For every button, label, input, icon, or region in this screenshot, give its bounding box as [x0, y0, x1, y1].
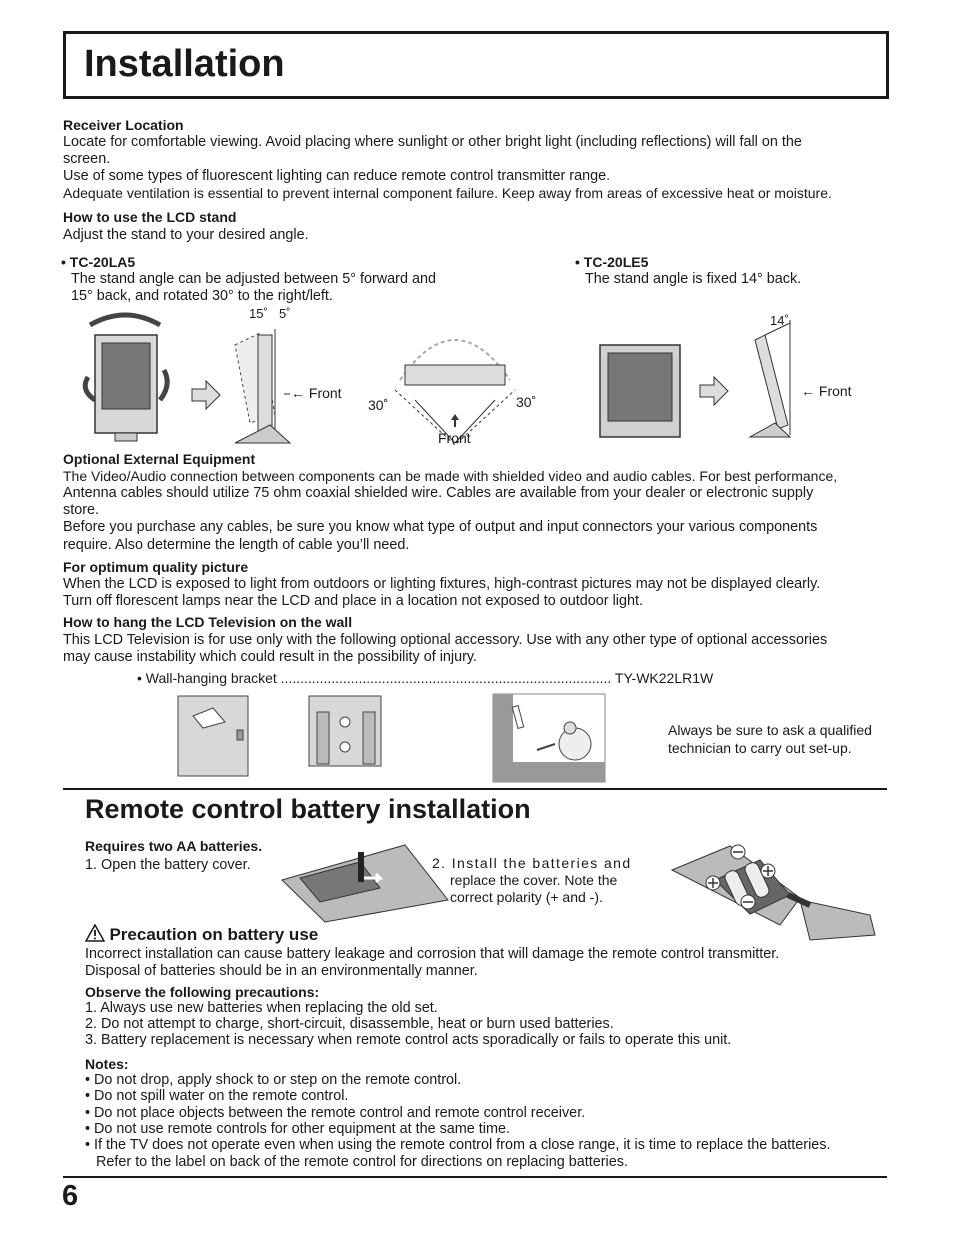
- page-title: Installation: [84, 43, 285, 85]
- le5-text: The stand angle is fixed 14° back.: [585, 271, 802, 287]
- fig-14-label: 14˚: [770, 313, 789, 328]
- tv-front-rotate-illustration: [85, 315, 167, 441]
- quality-line1: When the LCD is exposed to light from outdoors or lighting fixtures, high-contrast pictures may not be displayed clearly.: [63, 576, 821, 592]
- warning-icon: [85, 924, 105, 942]
- tv-le5-side-illustration: [750, 320, 790, 437]
- arrow-right-icon: [700, 377, 728, 405]
- plus-icon: [761, 864, 775, 878]
- remote-battery-figure: [670, 840, 882, 950]
- optional-line4: Before you purchase any cables, be sure you know what type of output and input connectors your various components: [63, 519, 818, 535]
- stand-heading: How to use the LCD stand: [63, 209, 237, 225]
- observe-heading: Observe the following precautions:: [85, 984, 320, 1000]
- receiver-heading: Receiver Location: [63, 117, 184, 133]
- fig-30-left-label: 30˚: [368, 397, 389, 413]
- la5-line2: 15° back, and rotated 30° to the right/left.: [71, 288, 333, 304]
- fig-front-label-2: Front: [438, 430, 471, 446]
- receiver-line2: screen.: [63, 151, 111, 167]
- battery-step2-line3: correct polarity (+ and -).: [450, 889, 603, 905]
- plus-icon: [706, 876, 720, 890]
- receiver-line1: Locate for comfortable viewing. Avoid placing where sunlight or other bright light (including reflections) will fall on the: [63, 134, 802, 150]
- notes-heading: Notes:: [85, 1056, 129, 1072]
- le5-model: • TC-20LE5: [575, 254, 649, 270]
- notes-item: • Do not drop, apply shock to or step on the remote control.: [85, 1072, 462, 1088]
- observe-item: 1. Always use new batteries when replacing the old set.: [85, 1000, 438, 1016]
- notes-item: • Do not use remote controls for other equipment at the same time.: [85, 1121, 510, 1137]
- section-divider: [63, 788, 887, 790]
- quality-heading: For optimum quality picture: [63, 559, 249, 575]
- observe-item: 3. Battery replacement is necessary when remote control acts sporadically or fails to operate this unit.: [85, 1032, 732, 1048]
- battery-section-title: Remote control battery installation: [85, 794, 531, 824]
- observe-item: 2. Do not attempt to charge, short-circuit, disassemble, heat or burn used batteries.: [85, 1016, 614, 1032]
- notes-item: • Do not spill water on the remote control.: [85, 1088, 349, 1104]
- battery-step2-line1: 2. Install the batteries and: [432, 855, 632, 871]
- tv-le5-front-illustration: [600, 345, 680, 437]
- remote-open-figure: [280, 840, 450, 925]
- wall-note-line1: Always be sure to ask a qualified: [668, 722, 872, 738]
- bracket-figures: [175, 692, 615, 784]
- la5-line1: The stand angle can be adjusted between 5° forward and: [71, 271, 436, 287]
- bracket-mounted-illustration: [309, 696, 381, 766]
- fig-15-label: 15˚: [249, 306, 268, 321]
- receiver-line4: Adequate ventilation is essential to prevent internal component failure. Keep away from areas of excessive heat or moisture.: [63, 185, 832, 201]
- precaution-title: Precaution on battery use: [109, 925, 319, 944]
- remote-battery-illustration: [672, 846, 875, 940]
- bracket-label: • Wall-hanging bracket ..................................................................................... TY-WK22LR1W: [137, 670, 714, 686]
- bracket-illustration: [178, 696, 248, 776]
- battery-step2-line2: replace the cover. Note the: [450, 872, 618, 888]
- wall-line2: may cause instability which could result in the possibility of injury.: [63, 649, 478, 665]
- fig-front-label-1: ← Front: [291, 385, 342, 401]
- precaution-line2: Disposal of batteries should be in an environmentally manner.: [85, 963, 478, 979]
- wall-note-line2: technician to carry out set-up.: [668, 740, 852, 756]
- stand-figures: [60, 305, 850, 450]
- notes-item-continued: Refer to the label on back of the remote control for directions on replacing batteries.: [96, 1154, 628, 1170]
- optional-heading: Optional External Equipment: [63, 451, 256, 467]
- optional-line5: require. Also determine the length of cable you’ll need.: [63, 537, 410, 553]
- page-number: 6: [62, 1180, 79, 1212]
- precaution-line1: Incorrect installation can cause battery leakage and corrosion that will damage the remote control transmitter.: [85, 946, 780, 962]
- minus-icon: [731, 845, 745, 859]
- la5-model: • TC-20LA5: [61, 254, 136, 270]
- battery-requires: Requires two AA batteries.: [85, 838, 263, 854]
- fig-front-text-3: Front: [818, 383, 852, 399]
- optional-line3: store.: [63, 502, 99, 518]
- footer-divider: [63, 1176, 887, 1178]
- minus-icon: [741, 895, 755, 909]
- arrow-right-icon: [192, 381, 220, 409]
- fig-front-text-1: Front: [308, 385, 342, 401]
- battery-step1: 1. Open the battery cover.: [85, 857, 251, 873]
- receiver-line3: Use of some types of fluorescent lighting can reduce remote control transmitter range.: [63, 168, 611, 184]
- optional-line1: The Video/Audio connection between components can be made with shielded video and audio cables. For best performance,: [63, 468, 838, 484]
- tv-side-tilt-illustration: [235, 329, 290, 443]
- precaution-header: [85, 924, 318, 945]
- fig-front-label-3: ← Front: [801, 383, 852, 399]
- optional-line2: Antenna cables should utilize 75 ohm coaxial shielded wire. Cables are available from your dealer or electronic supply: [63, 485, 814, 501]
- stand-text: Adjust the stand to your desired angle.: [63, 227, 309, 243]
- title-box: [63, 31, 889, 99]
- wall-person-illustration: [493, 694, 605, 782]
- fig-30-right-label: 30˚: [516, 394, 537, 410]
- fig-5-label: 5˚: [279, 306, 291, 321]
- notes-item: • If the TV does not operate even when using the remote control from a close range, it is time to replace the batteries.: [85, 1137, 831, 1153]
- notes-item: • Do not place objects between the remote control and remote control receiver.: [85, 1105, 586, 1121]
- wall-heading: How to hang the LCD Television on the wall: [63, 614, 353, 630]
- remote-illustration: [282, 845, 448, 922]
- wall-line1: This LCD Television is for use only with the following optional accessory. Use with any other type of optional accessories: [63, 632, 828, 648]
- quality-line2: Turn off florescent lamps near the LCD and place in a location not exposed to outdoor light.: [63, 593, 643, 609]
